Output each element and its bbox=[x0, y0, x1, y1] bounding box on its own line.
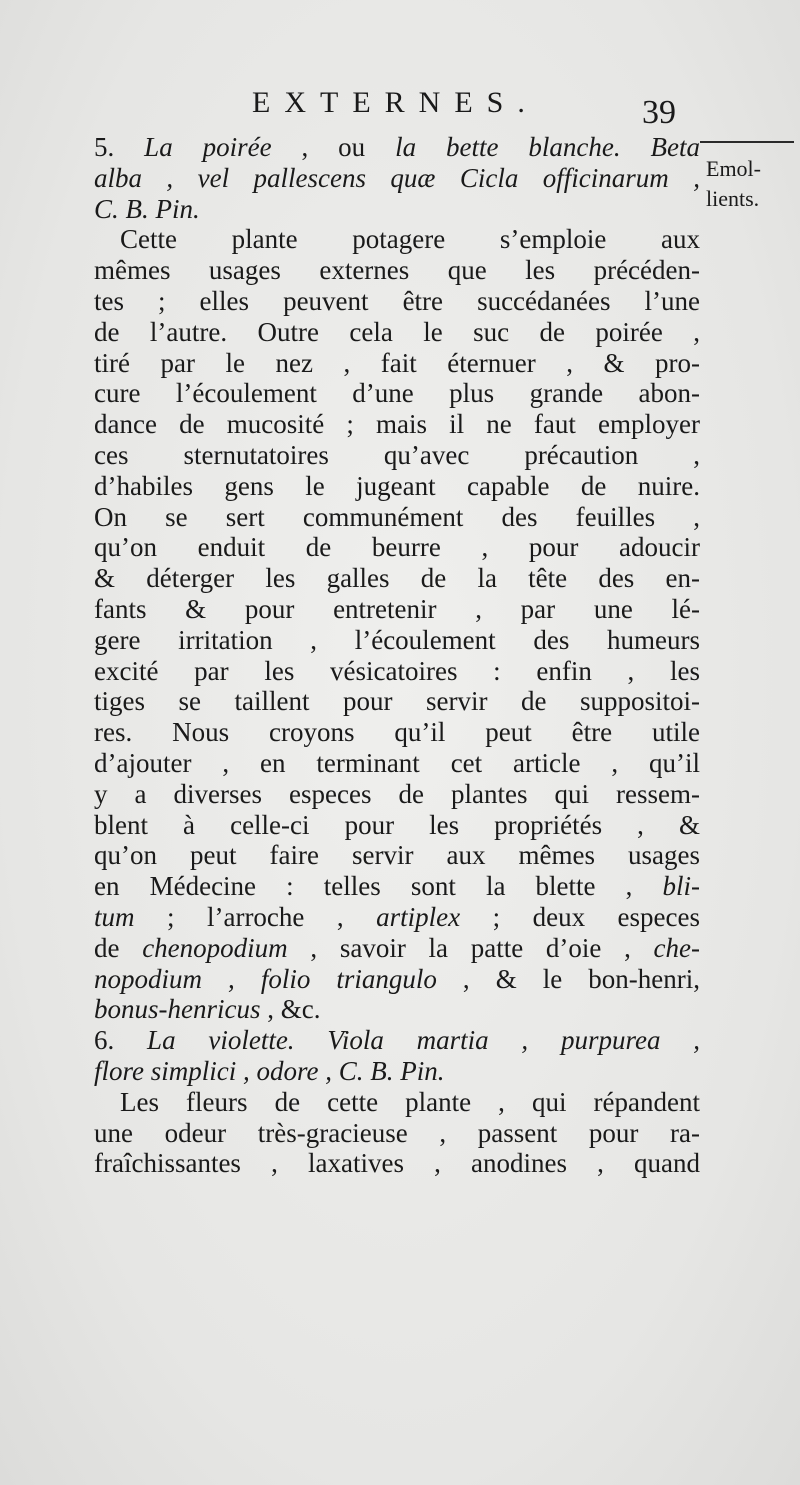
italic-text-run: chenopodium bbox=[142, 932, 288, 963]
text-line bbox=[94, 686, 700, 717]
italic-text-run: bonus-henricus bbox=[94, 994, 261, 1025]
text-line bbox=[94, 255, 700, 286]
text-run: Cette plante potagere s’emploie aux bbox=[120, 224, 700, 255]
text-line bbox=[94, 779, 700, 810]
text-line bbox=[94, 625, 700, 656]
text-line bbox=[94, 810, 700, 841]
text-run: fants & pour entretenir , par une lé- bbox=[94, 593, 700, 624]
text-run: On se sert communément des feuilles , bbox=[94, 501, 700, 532]
margin-rule bbox=[700, 141, 794, 143]
text-line bbox=[94, 964, 700, 995]
italic-text-run: tum bbox=[94, 901, 135, 932]
text-line bbox=[94, 933, 700, 964]
margin-note-line: lients. bbox=[706, 186, 760, 211]
text-line bbox=[94, 871, 700, 902]
text-run: mêmes usages externes que les précéden- bbox=[94, 255, 700, 286]
text-run: de bbox=[94, 932, 143, 963]
margin-note bbox=[706, 154, 800, 214]
text-run: tiré par le nez , fait éternuer , & pro- bbox=[94, 347, 700, 378]
text-run: 5. bbox=[94, 132, 145, 162]
text-run: fraîchissantes , laxatives , anodines , quand bbox=[94, 1148, 700, 1179]
text-run: cure l’écoulement d’une plus grande abon- bbox=[94, 378, 700, 409]
text-run: qu’on peut faire servir aux mêmes usages bbox=[94, 840, 700, 871]
text-line bbox=[94, 224, 700, 255]
text-line bbox=[94, 563, 700, 594]
text-run: , & le bon-henri, bbox=[436, 963, 700, 994]
text-line bbox=[94, 348, 700, 379]
text-line bbox=[94, 1118, 700, 1149]
italic-text-run: La poirée bbox=[144, 132, 272, 162]
text-run: Les fleurs de cette plante , qui répandent bbox=[120, 1086, 700, 1117]
italic-text-run: bli- bbox=[662, 871, 700, 902]
text-run: dance de mucosité ; mais il ne faut employer bbox=[94, 409, 700, 440]
text-run: gere irritation , l’écoulement des humeurs bbox=[94, 624, 700, 655]
italic-text-run: che- bbox=[653, 932, 701, 963]
text-line bbox=[94, 994, 700, 1025]
italic-text-run: artiplex bbox=[376, 901, 461, 932]
text-line bbox=[94, 440, 700, 471]
italic-text-run: flore simplici , odore , C. B. Pin. bbox=[94, 1055, 445, 1086]
text-line bbox=[94, 409, 700, 440]
text-run: d’ajouter , en terminant cet article , qu’il bbox=[94, 747, 700, 778]
text-line bbox=[94, 471, 700, 502]
text-run: ; deux especes bbox=[460, 901, 700, 932]
text-line bbox=[94, 163, 700, 194]
text-line bbox=[94, 317, 700, 348]
text-line bbox=[94, 748, 700, 779]
text-line bbox=[94, 717, 700, 748]
text-run: tiges se taillent pour servir de suppositoi- bbox=[94, 686, 700, 717]
text-line bbox=[94, 656, 700, 687]
text-run: , savoir la patte d’oie , bbox=[287, 932, 654, 963]
body-text bbox=[94, 132, 700, 1179]
text-run: 6. bbox=[94, 1025, 148, 1056]
text-line bbox=[94, 1025, 700, 1056]
page-number: 39 bbox=[642, 94, 676, 131]
text-run: excité par les vésicatoires : enfin , les bbox=[94, 655, 700, 686]
text-run: , ou bbox=[271, 132, 396, 162]
text-run: , &c. bbox=[260, 994, 321, 1025]
text-line bbox=[94, 1148, 700, 1179]
text-run: d’habiles gens le jugeant capable de nuire. bbox=[94, 470, 700, 501]
text-line bbox=[94, 840, 700, 871]
text-line bbox=[94, 132, 700, 163]
text-line bbox=[94, 1056, 700, 1087]
italic-text-run: C. B. Pin. bbox=[94, 193, 200, 224]
italic-text-run: nopodium , folio triangulo bbox=[94, 963, 437, 994]
text-line bbox=[94, 194, 700, 225]
text-run: de l’autre. Outre cela le suc de poirée , bbox=[94, 316, 700, 347]
text-run: tes ; elles peuvent être succédanées l’une bbox=[94, 285, 700, 316]
running-head: EXTERNES. bbox=[252, 86, 539, 119]
text-run: res. Nous croyons qu’il peut être utile bbox=[94, 717, 700, 748]
text-run: ; l’arroche , bbox=[134, 901, 377, 932]
text-line bbox=[94, 532, 700, 563]
text-line bbox=[94, 902, 700, 933]
margin-note-line: Emol- bbox=[706, 156, 761, 181]
text-run: & déterger les galles de la tête des en- bbox=[94, 563, 700, 594]
text-line bbox=[94, 378, 700, 409]
text-run: une odeur très-gracieuse , passent pour ra- bbox=[94, 1117, 700, 1148]
text-run: en Médecine : telles sont la blette , bbox=[94, 871, 663, 902]
italic-text-run: la bette blanche. Beta bbox=[395, 132, 701, 162]
text-run: y a diverses especes de plantes qui ressem- bbox=[94, 778, 700, 809]
text-line bbox=[94, 286, 700, 317]
text-line bbox=[94, 594, 700, 625]
italic-text-run: alba , vel pallescens quæ Cicla officinarum , bbox=[94, 162, 700, 193]
text-line bbox=[94, 502, 700, 533]
text-line bbox=[94, 1087, 700, 1118]
text-run: ces sternutatoires qu’avec précaution , bbox=[94, 439, 700, 470]
italic-text-run: La violette. Viola martia , purpurea , bbox=[147, 1025, 700, 1056]
text-run: qu’on enduit de beurre , pour adoucir bbox=[94, 532, 700, 563]
text-run: blent à celle-ci pour les propriétés , & bbox=[94, 809, 700, 840]
